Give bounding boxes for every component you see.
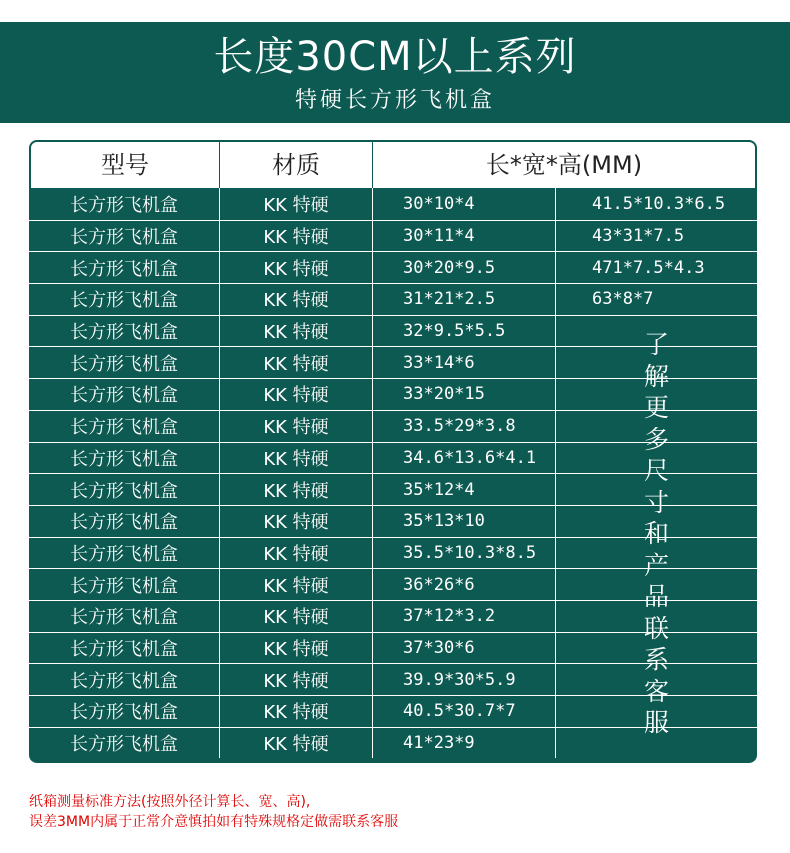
size-cell: 36*26*6 <box>373 569 556 600</box>
size-cell: 41*23*9 <box>373 728 556 759</box>
contact-service-note <box>556 315 757 763</box>
material-cell: KK 特硬 <box>220 538 373 569</box>
size-cell: 34.6*13.6*4.1 <box>373 443 556 474</box>
title-banner <box>0 22 790 123</box>
material-cell: KK 特硬 <box>220 411 373 442</box>
size-cell: 31*21*2.5 <box>373 284 556 315</box>
size-cell: 35*13*10 <box>373 506 556 537</box>
contact-char: 了 <box>643 330 669 359</box>
note-line-1: 纸箱测量标准方法(按照外径计算长、宽、高), <box>29 794 311 810</box>
model-cell: 长方形飞机盒 <box>29 221 220 252</box>
model-cell: 长方形飞机盒 <box>29 633 220 664</box>
model-cell: 长方形飞机盒 <box>29 601 220 632</box>
page-title: 长度30CM以上系列 <box>213 34 577 80</box>
model-cell: 长方形飞机盒 <box>29 284 220 315</box>
size-cell: 33*14*6 <box>373 347 556 378</box>
table-row <box>29 188 757 220</box>
model-cell: 长方形飞机盒 <box>29 696 220 727</box>
model-cell: 长方形飞机盒 <box>29 664 220 695</box>
model-cell: 长方形飞机盒 <box>29 569 220 600</box>
size-cell: 30*11*4 <box>373 221 556 252</box>
size-cell-extra: 63*8*7 <box>592 289 654 310</box>
table-row <box>29 220 757 252</box>
contact-char: 系 <box>643 645 669 674</box>
material-cell: KK 特硬 <box>220 633 373 664</box>
page-subtitle: 特硬长方形飞机盒 <box>294 88 495 113</box>
contact-char: 更 <box>643 393 669 422</box>
column-header-model: 型号 <box>31 142 220 188</box>
table-row <box>29 251 757 283</box>
table-header <box>31 142 755 188</box>
column-header-size: 长*宽*高(MM) <box>485 151 643 179</box>
material-cell: KK 特硬 <box>220 284 373 315</box>
material-cell: KK 特硬 <box>220 188 373 220</box>
contact-char: 客 <box>643 676 669 706</box>
material-cell: KK 特硬 <box>220 443 373 474</box>
size-cell: 32*9.5*5.5 <box>373 316 556 347</box>
contact-char: 产 <box>643 550 669 580</box>
material-cell: KK 特硬 <box>220 347 373 378</box>
material-cell: KK 特硬 <box>220 696 373 727</box>
material-cell: KK 特硬 <box>220 569 373 600</box>
model-cell: 长方形飞机盒 <box>29 506 220 537</box>
contact-char: 联 <box>643 613 669 643</box>
material-cell: KK 特硬 <box>220 252 373 283</box>
size-table <box>29 140 757 763</box>
contact-char: 品 <box>643 582 669 611</box>
model-cell: 长方形飞机盒 <box>29 188 220 220</box>
contact-char: 和 <box>643 519 669 548</box>
contact-char: 寸 <box>643 487 669 517</box>
size-cell: 37*30*6 <box>373 633 556 664</box>
material-cell: KK 特硬 <box>220 379 373 410</box>
size-cell-extra: 43*31*7.5 <box>592 226 685 247</box>
contact-char: 尺 <box>643 456 669 485</box>
model-cell: 长方形飞机盒 <box>29 411 220 442</box>
measurement-note <box>29 792 769 832</box>
size-cell: 40.5*30.7*7 <box>373 696 556 727</box>
size-cell: 35*12*4 <box>373 474 556 505</box>
size-cell-extra: 41.5*10.3*6.5 <box>592 193 726 214</box>
size-cell: 33.5*29*3.8 <box>373 411 556 442</box>
size-cell: 33*20*15 <box>373 379 556 410</box>
contact-char: 服 <box>643 708 669 737</box>
table-row <box>29 283 757 315</box>
model-cell: 长方形飞机盒 <box>29 347 220 378</box>
size-cell: 37*12*3.2 <box>373 601 556 632</box>
model-cell: 长方形飞机盒 <box>29 474 220 505</box>
column-header-material: 材质 <box>220 142 373 188</box>
model-cell: 长方形飞机盒 <box>29 728 220 759</box>
model-cell: 长方形飞机盒 <box>29 538 220 569</box>
size-cell: 30*20*9.5 <box>373 252 556 283</box>
material-cell: KK 特硬 <box>220 474 373 505</box>
size-cell-extra: 471*7.5*4.3 <box>592 257 705 278</box>
model-cell: 长方形飞机盒 <box>29 443 220 474</box>
material-cell: KK 特硬 <box>220 316 373 347</box>
size-cell: 35.5*10.3*8.5 <box>373 538 556 569</box>
material-cell: KK 特硬 <box>220 506 373 537</box>
contact-char: 解 <box>643 361 669 391</box>
note-line-2: 误差3MM内属于正常介意慎拍如有特殊规格定做需联系客服 <box>29 814 399 830</box>
model-cell: 长方形飞机盒 <box>29 379 220 410</box>
material-cell: KK 特硬 <box>220 728 373 759</box>
size-cell: 30*10*4 <box>373 188 556 220</box>
material-cell: KK 特硬 <box>220 221 373 252</box>
contact-char: 多 <box>643 424 669 454</box>
model-cell: 长方形飞机盒 <box>29 252 220 283</box>
material-cell: KK 特硬 <box>220 664 373 695</box>
material-cell: KK 特硬 <box>220 601 373 632</box>
model-cell: 长方形飞机盒 <box>29 316 220 347</box>
size-cell: 39.9*30*5.9 <box>373 664 556 695</box>
